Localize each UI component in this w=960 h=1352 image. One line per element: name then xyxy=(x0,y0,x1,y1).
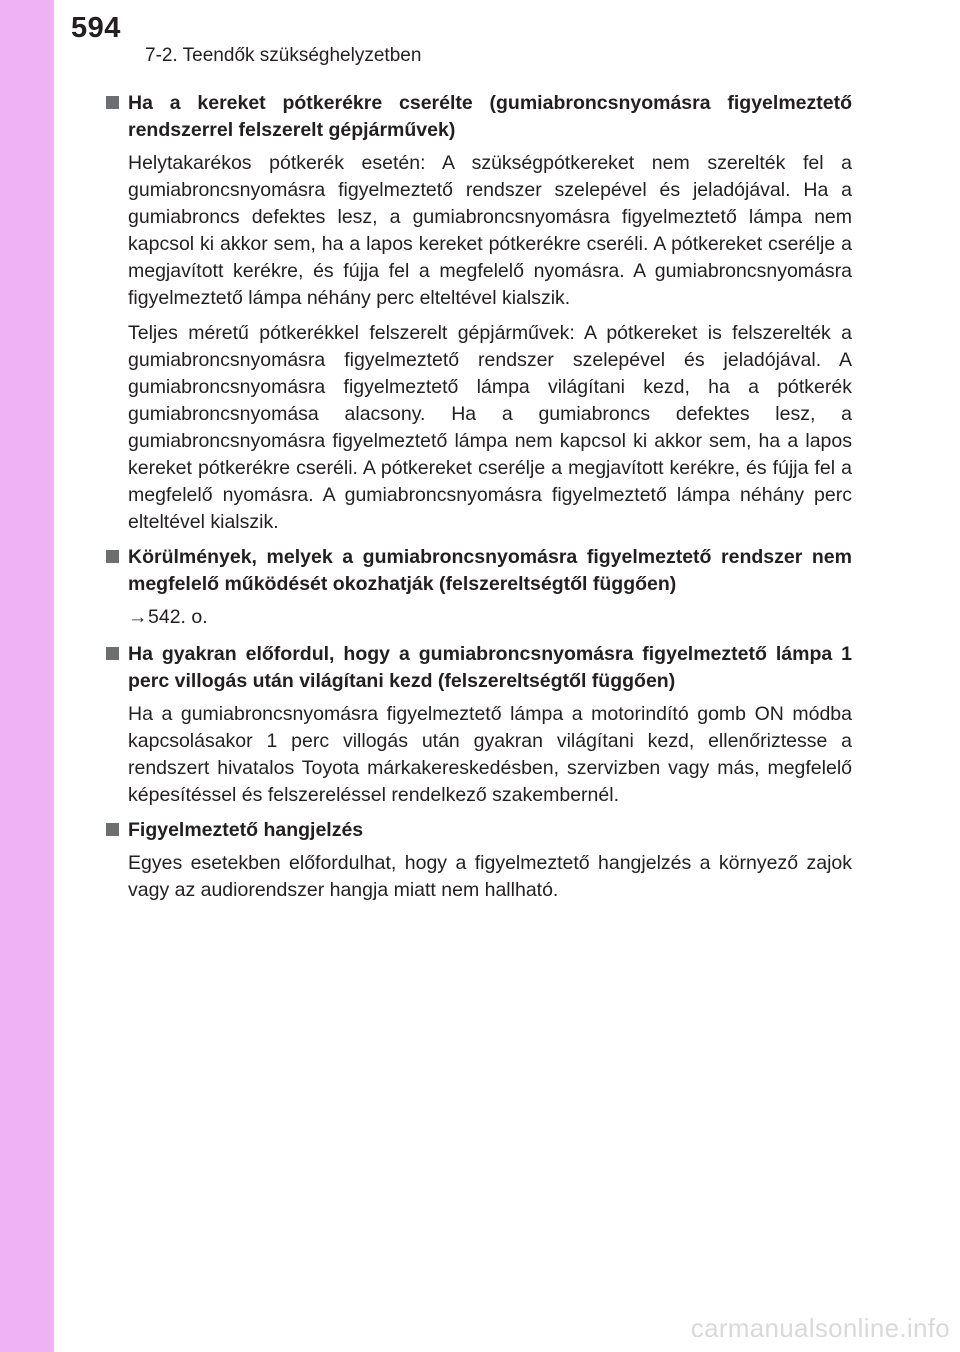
section-heading-text: Körülmények, melyek a gumiabroncsnyomásra figyelmeztető rendszer nem megfelelő működését okozhatják (felszereltségtől függően) xyxy=(128,546,852,595)
page-reference-link[interactable] xyxy=(128,604,852,631)
section-heading-text: Figyelmeztető hangjelzés xyxy=(128,819,364,841)
section-malfunction-conditions xyxy=(106,544,852,631)
arrow-right-icon: → xyxy=(128,606,148,628)
page-content xyxy=(106,90,852,912)
square-bullet-icon xyxy=(106,96,119,109)
section-spare-tire-replacement xyxy=(106,90,852,536)
section-heading-text: Ha gyakran előfordul, hogy a gumiabroncsnyomásra figyelmeztető lámpa 1 perc villogás után világítani kezd (felszereltségtől függően) xyxy=(128,643,852,692)
paragraph-warning-buzzer: Egyes esetekben előfordulhat, hogy a figyelmeztető hangjelzés a környező zajok vagy az audiorendszer hangja miatt nem hallható. xyxy=(128,852,852,901)
paragraph-flashing-light: Ha a gumiabroncsnyomásra figyelmeztető lámpa a motorindító gomb ON módba kapcsolásakor 1 perc villogás után gyakran világítani kezd, ellenőriztesse a rendszert hivatalos Toyota márkakereskedésben, szervizben vagy más, megfelelő képesítéssel és felszereléssel rendelkező szakembernél. xyxy=(128,703,852,806)
section-heading-text: Ha a kereket pótkerékre cserélte (gumiabroncsnyomásra figyelmeztető rendszerrel felszerelt gépjárművek) xyxy=(128,92,852,141)
square-bullet-icon xyxy=(106,647,119,660)
section-heading xyxy=(106,817,852,844)
paragraph-full-size-spare: Teljes méretű pótkerékkel felszerelt gépjárművek: A pótkereket is felszerelték a gumiabroncsnyomásra figyelmeztető rendszer szelepével és jeladójával. A gumiabroncsnyomásra figyelmeztető lámpa világítani kezd, ha a pótkerék gumiabroncsnyomása alacsony. Ha a gumiabroncs defektes lesz, a gumiabroncsnyomásra figyelmeztető lámpa nem kapcsol ki akkor sem, ha a lapos kereket pótkerékre cseréli. A pótkereket cserélje a megjavított kerékre, és fújja fel a megfelelő nyomásra. A gumiabroncsnyomásra figyelmeztető lámpa néhány perc elteltével kialszik. xyxy=(128,322,852,533)
section-heading xyxy=(106,90,852,144)
chapter-side-tab xyxy=(0,0,54,1352)
watermark: carmanualsonline.info xyxy=(690,1313,950,1343)
section-heading xyxy=(106,641,852,695)
page-reference-text: 542. o. xyxy=(148,606,208,628)
square-bullet-icon xyxy=(106,550,119,563)
section-heading xyxy=(106,544,852,598)
section-warning-buzzer xyxy=(106,817,852,904)
square-bullet-icon xyxy=(106,823,119,836)
chapter-title: 7-2. Teendők szükséghelyzetben xyxy=(145,45,422,66)
section-flashing-warning-light xyxy=(106,641,852,809)
paragraph-compact-spare: Helytakarékos pótkerék esetén: A szükségpótkereket nem szerelték fel a gumiabroncsnyomásra figyelmeztető rendszer szelepével és jeladójával. Ha a gumiabroncs defektes lesz, a gumiabroncsnyomásra figyelmeztető lámpa nem kapcsol ki akkor sem, ha a lapos kereket pótkerékre cseréli. A pótkereket cserélje a megjavított kerékre, és fújja fel a megfelelő nyomásra. A gumiabroncsnyomásra figyelmeztető lámpa néhány perc elteltével kialszik. xyxy=(128,152,852,309)
page-number: 594 xyxy=(71,12,121,44)
